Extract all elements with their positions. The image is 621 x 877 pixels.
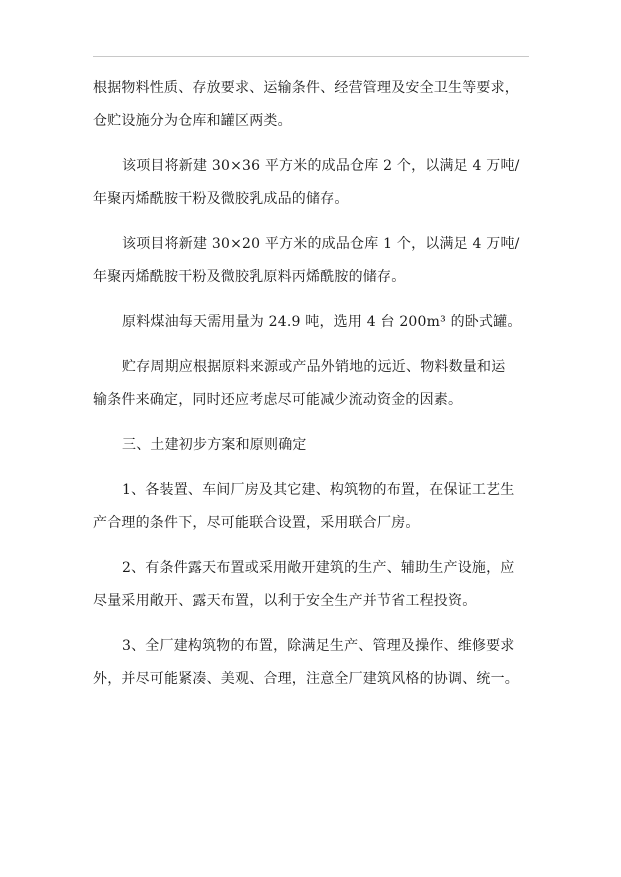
text-line: 三、土建初步方案和原则确定 xyxy=(122,437,307,453)
text-line: 贮存周期应根据原料来源或产品外销地的远近、物料数量和运 xyxy=(122,359,506,375)
text-line: 仓贮设施分为仓库和罐区两类。 xyxy=(93,113,292,129)
text-line: 该项目将新建 30×36 平方米的成品仓库 2 个，以满足 4 万吨/ xyxy=(122,158,520,174)
text-line: 外，并尽可能紧凑、美观、合理，注意全厂建筑风格的协调、统一。 xyxy=(93,671,519,687)
paragraph-product-warehouse xyxy=(93,150,529,216)
text-line: 年聚丙烯酰胺干粉及微胶乳成品的储存。 xyxy=(93,191,349,207)
document-body xyxy=(93,72,529,708)
text-line: 3、全厂建构筑物的布置，除满足生产、管理及操作、维修要求 xyxy=(122,638,515,654)
text-line: 输条件来确定，同时还应考虑尽可能减少流动资金的因素。 xyxy=(93,392,463,408)
text-line: 根据物料性质、存放要求、运输条件、经营管理及安全卫生等要求， xyxy=(93,80,519,96)
header-rule xyxy=(93,56,529,57)
list-item-2 xyxy=(93,552,529,618)
paragraph-storage-period xyxy=(93,351,529,417)
text-line: 产合理的条件下，尽可能联合设置，采用联合厂房。 xyxy=(93,515,420,531)
text-line: 2、有条件露天布置或采用敞开建筑的生产、辅助生产设施，应 xyxy=(122,560,515,576)
list-item-3 xyxy=(93,630,529,696)
text-line: 年聚丙烯酰胺干粉及微胶乳原料丙烯酰胺的储存。 xyxy=(93,269,406,285)
text-line: 尽量采用敞开、露天布置，以利于安全生产并节省工程投资。 xyxy=(93,593,477,609)
list-item-1 xyxy=(93,474,529,540)
text-line: 原料煤油每天需用量为 24.9 吨，选用 4 台 200m³ 的卧式罐。 xyxy=(122,314,522,330)
text-line: 该项目将新建 30×20 平方米的成品仓库 1 个，以满足 4 万吨/ xyxy=(122,236,520,252)
section-heading xyxy=(93,429,529,462)
text-line: 1、各装置、车间厂房及其它建、构筑物的布置，在保证工艺生 xyxy=(122,482,515,498)
paragraph-raw-material-warehouse xyxy=(93,228,529,294)
paragraph-storage-intro xyxy=(93,72,529,138)
paragraph-kerosene-tanks xyxy=(93,306,529,339)
